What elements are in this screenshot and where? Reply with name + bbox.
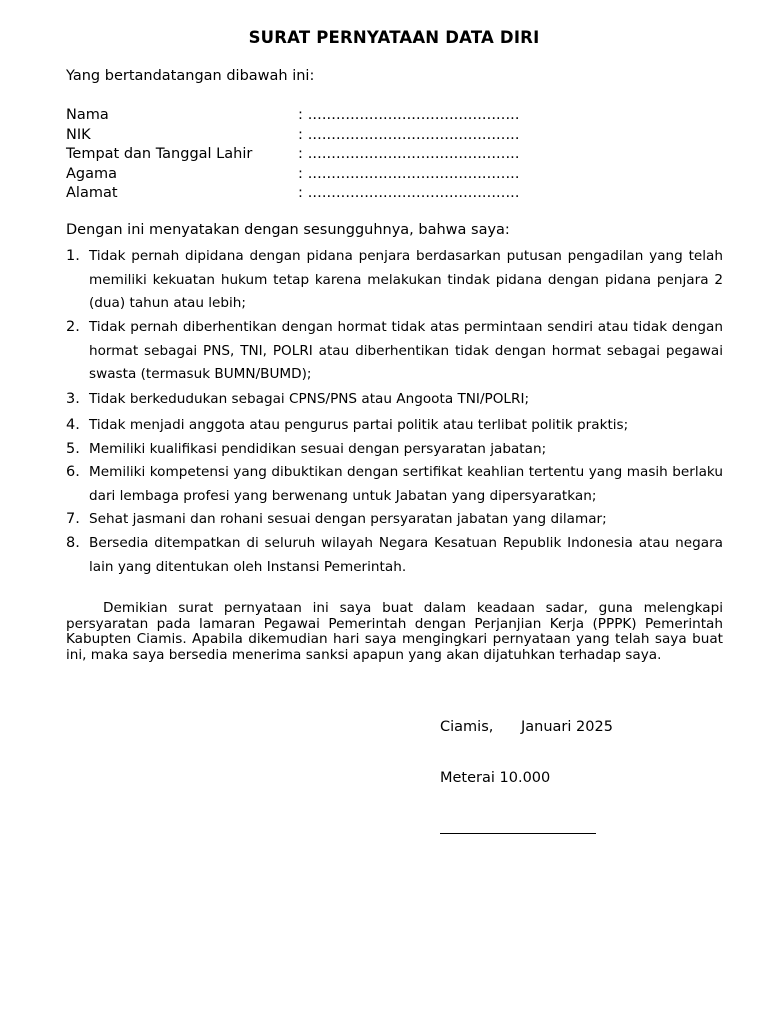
field-label: Agama — [66, 166, 118, 182]
field-value: : ............................................. — [298, 146, 520, 162]
field-value: : ............................................. — [298, 107, 520, 123]
list-item-text: Sehat jasmani dan rohani sesuai dengan persyaratan jabatan yang dilamar; — [89, 511, 607, 527]
signature-line — [440, 833, 596, 834]
list-item-number: 8. — [66, 535, 80, 551]
field-tempat-tanggal-lahir — [66, 146, 726, 166]
list-item-text: Tidak pernah diberhentikan dengan hormat tidak atas permintaan sendiri atau tidak dengan hormat sebagai PNS, TNI, POLRI atau diberhentikan tidak dengan hormat sebagai pegawai swasta (termasuk BUMN/BUMD); — [89, 319, 723, 382]
field-label: NIK — [66, 127, 91, 143]
field-value: : ............................................. — [298, 127, 520, 143]
field-value: : ............................................. — [298, 185, 520, 201]
list-item-number: 1. — [66, 248, 80, 264]
list-item-text: Memiliki kualifikasi pendidikan sesuai dengan persyaratan jabatan; — [89, 441, 547, 457]
list-item-number: 5. — [66, 441, 80, 457]
list-item-text: Tidak berkedudukan sebagai CPNS/PNS atau Angoota TNI/POLRI; — [89, 391, 530, 407]
list-item-number: 6. — [66, 464, 80, 480]
field-label: Alamat — [66, 185, 118, 201]
field-nama — [66, 107, 726, 127]
list-item-text: Tidak pernah dipidana dengan pidana penjara berdasarkan putusan pengadilan yang telah memiliki kekuatan hukum tetap karena melakukan tindak pidana dengan pidana penjara 2 (dua) tahun atau lebih; — [89, 248, 723, 311]
field-alamat — [66, 185, 726, 205]
field-value: : ............................................. — [298, 166, 520, 182]
list-item-text: Bersedia ditempatkan di seluruh wilayah Negara Kesatuan Republik Indonesia atau negara lain yang ditentukan oleh Instansi Pemerintah. — [89, 535, 723, 575]
list-item-text: Memiliki kompetensi yang dibuktikan dengan sertifikat keahlian tertentu yang masih berlaku dari lembaga profesi yang berwenang untuk Jabatan yang dipersyaratkan; — [89, 464, 723, 504]
signature-city: Ciamis, — [440, 719, 494, 735]
signature-date: Januari 2025 — [521, 719, 613, 735]
list-item-text: Tidak menjadi anggota atau pengurus partai politik atau terlibat politik praktis; — [89, 417, 629, 433]
list-item-number: 7. — [66, 511, 80, 527]
intro-text: Yang bertandatangan dibawah ini: — [66, 68, 315, 84]
list-item-number: 3. — [66, 391, 80, 407]
field-label: Tempat dan Tanggal Lahir — [66, 146, 253, 162]
list-item-number: 2. — [66, 319, 80, 335]
closing-paragraph: Demikian surat pernyataan ini saya buat dalam keadaan sadar, guna melengkapi persyaratan pada lamaran Pegawai Pemerintah dengan Perjanjian Kerja (PPPK) Pemerintah Kabupten Ciamis. Apabila dikemudian hari saya mengingkari pernyataan yang telah saya buat ini, maka saya bersedia menerima sanksi apapun yang akan dijatuhkan terhadap saya. — [66, 600, 723, 663]
field-label: Nama — [66, 107, 109, 123]
statement-text: Dengan ini menyatakan dengan sesungguhnya, bahwa saya: — [66, 222, 510, 238]
list-item-number: 4. — [66, 417, 80, 433]
stamp-label: Meterai 10.000 — [440, 770, 551, 786]
document-title: SURAT PERNYATAAN DATA DIRI — [248, 28, 540, 47]
field-nik — [66, 127, 726, 147]
field-agama — [66, 166, 726, 186]
